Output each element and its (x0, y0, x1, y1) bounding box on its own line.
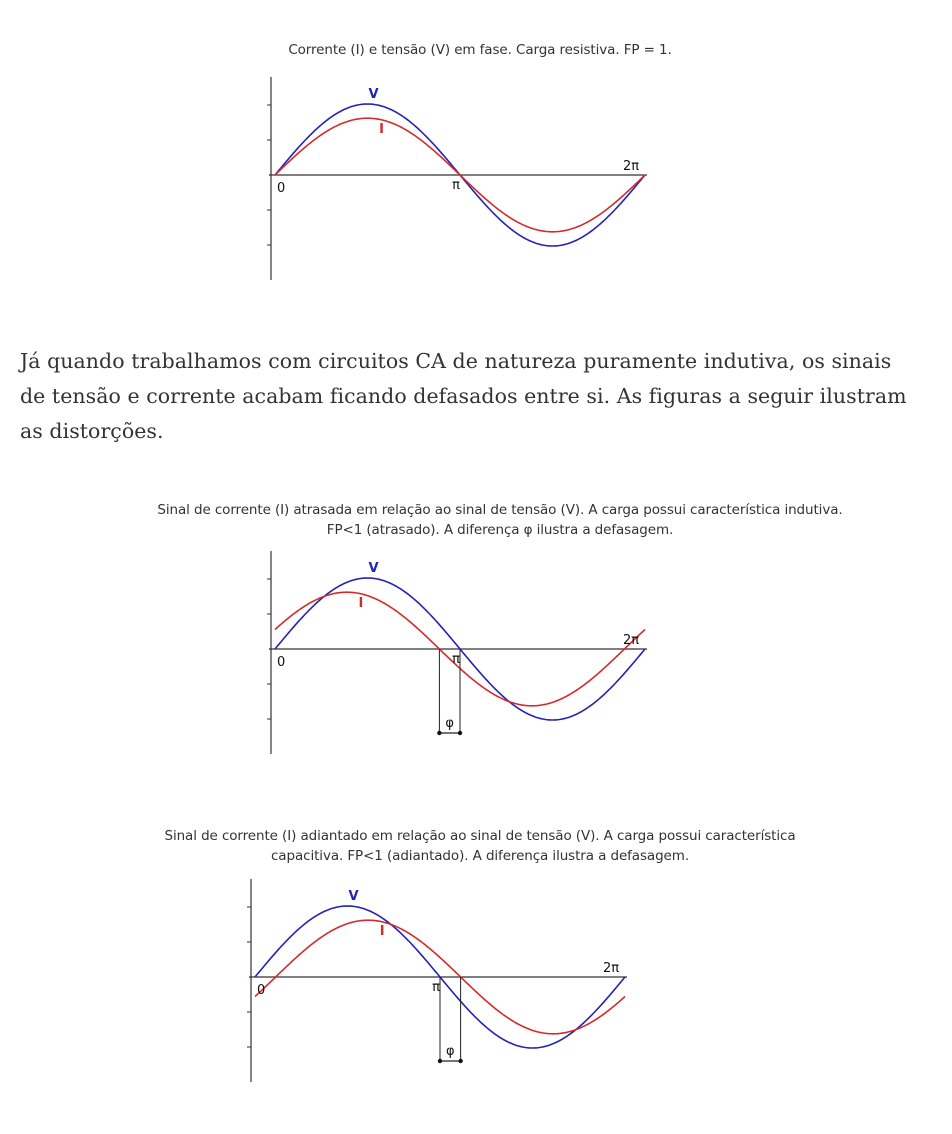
phase-marker-dot (458, 1059, 462, 1063)
pi-label: π (452, 652, 460, 667)
phase-diagram-lagging (255, 546, 675, 761)
phase-marker-dot (437, 731, 441, 735)
voltage-label: V (368, 87, 379, 102)
caption-line: Sinal de corrente (I) atrasada em relação ao sinal de tensão (V). A carga possui característica indutiva. (157, 502, 843, 518)
figure-caption-lagging (100, 500, 900, 540)
current-label: I (379, 924, 385, 940)
phi-label: φ (445, 716, 454, 731)
phase-diagram-in-phase (255, 72, 675, 287)
voltage-label: V (348, 889, 359, 904)
phi-label: φ (446, 1044, 455, 1059)
phase-marker-dot (458, 731, 462, 735)
two-pi-label: 2π (602, 961, 620, 976)
figure-caption-in-phase (200, 40, 760, 60)
current-label: I (379, 122, 384, 138)
phase-marker-dot (438, 1059, 442, 1063)
two-pi-label: 2π (622, 159, 640, 174)
current-label: I (358, 596, 364, 612)
caption-line: Corrente (I) e tensão (V) em fase. Carga resistiva. FP = 1. (288, 42, 672, 58)
pi-label: π (432, 980, 440, 995)
pi-label: π (452, 178, 460, 193)
two-pi-label: 2π (622, 633, 640, 648)
zero-label: 0 (277, 655, 286, 670)
zero-label: 0 (277, 181, 286, 196)
body-paragraph: Já quando trabalhamos com circuitos CA de natureza puramente indutiva, os sinais de tensão e corrente acabam ficando defasados entre si. As figuras a seguir ilustram as distorções. (20, 349, 907, 443)
figure-caption-leading (100, 826, 860, 866)
caption-line: Sinal de corrente (I) adiantado em relação ao sinal de tensão (V). A carga possui característica (164, 828, 796, 844)
zero-label: 0 (257, 983, 266, 998)
phase-diagram-leading (235, 874, 655, 1089)
caption-line: FP<1 (atrasado). A diferença φ ilustra a defasagem. (326, 522, 674, 538)
caption-line: capacitiva. FP<1 (adiantado). A diferença ilustra a defasagem. (270, 848, 690, 864)
voltage-label: V (368, 561, 379, 576)
